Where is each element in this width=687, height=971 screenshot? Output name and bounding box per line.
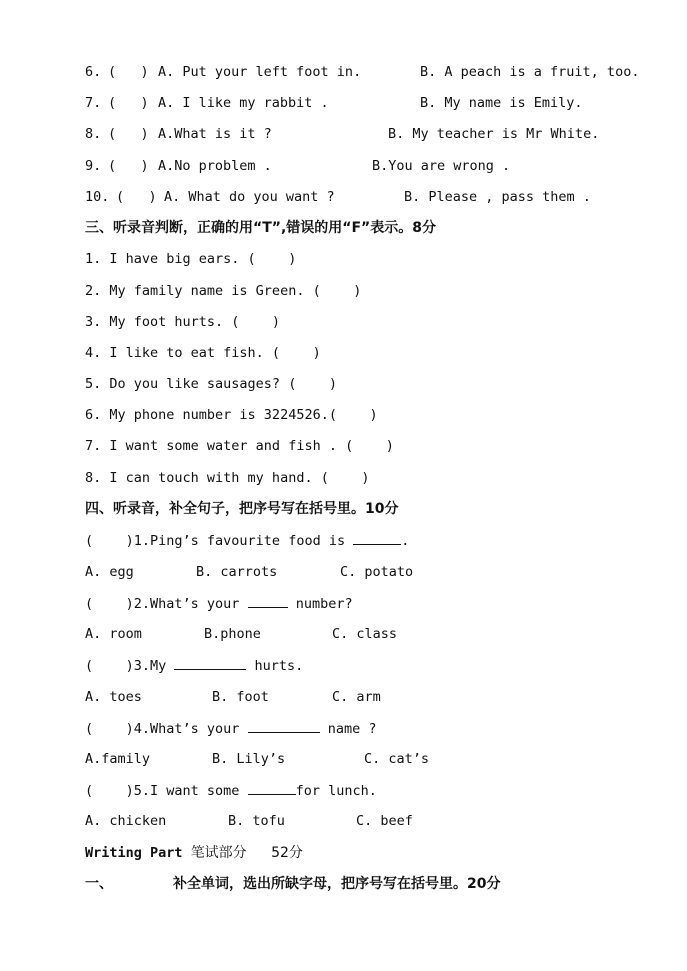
judge-item-8: 8. I can touch with my hand. ( ) bbox=[85, 470, 370, 486]
writing-section-1 bbox=[85, 873, 501, 895]
option-b: B. My teacher is Mr White. bbox=[388, 126, 600, 142]
fill-question-1 bbox=[85, 529, 409, 551]
option-c: C. beef bbox=[356, 813, 413, 829]
fill-question-5 bbox=[85, 779, 377, 801]
fill-options-5 bbox=[85, 810, 413, 832]
answer-paren: ( ) bbox=[108, 95, 149, 111]
fill-question-4 bbox=[85, 717, 376, 739]
option-c: C. cat’s bbox=[364, 751, 430, 767]
question-number: 6. bbox=[85, 64, 102, 80]
question-text: ( )1.Ping’s favourite food is bbox=[85, 533, 354, 549]
option-b: B. Please , pass them . bbox=[404, 189, 591, 205]
fill-options-1 bbox=[85, 561, 414, 583]
choice-row-7 bbox=[85, 92, 583, 114]
option-c: C. potato bbox=[340, 564, 414, 580]
section-4-heading: 四、听录音，补全句子，把序号写在括号里。10分 bbox=[85, 501, 399, 517]
judge-item-4: 4. I like to eat fish. ( ) bbox=[85, 345, 321, 361]
option-b: B. My name is Emily. bbox=[420, 95, 583, 111]
answer-blank[interactable] bbox=[174, 654, 246, 670]
question-number: 9. bbox=[85, 158, 102, 174]
question-number: 10. bbox=[85, 189, 110, 205]
option-a: A. What do you want ? bbox=[164, 189, 335, 205]
writing-part-heading bbox=[85, 842, 303, 864]
judge-item-1: 1. I have big ears. ( ) bbox=[85, 251, 297, 267]
option-a: A. toes bbox=[85, 689, 142, 705]
answer-blank[interactable] bbox=[248, 717, 320, 733]
option-b: B. A peach is a fruit, too. bbox=[420, 64, 640, 80]
writing-score: 52分 bbox=[271, 845, 303, 861]
option-b: B. Lily’s bbox=[212, 751, 286, 767]
fill-options-3 bbox=[85, 686, 381, 708]
judge-item-6: 6. My phone number is 3224526.( ) bbox=[85, 407, 378, 423]
question-text: ( )3.My bbox=[85, 658, 175, 674]
answer-paren: ( ) bbox=[108, 126, 149, 142]
answer-paren: ( ) bbox=[108, 64, 149, 80]
option-a: A.No problem . bbox=[158, 158, 272, 174]
question-text-end: . bbox=[401, 533, 410, 549]
question-text: ( )5.I want some bbox=[85, 783, 248, 799]
section-number: 一、 bbox=[85, 876, 113, 892]
answer-blank[interactable] bbox=[248, 592, 288, 608]
section-instruction: 补全单词，选出所缺字母，把序号写在括号里。20分 bbox=[173, 876, 501, 892]
answer-paren: ( ) bbox=[108, 158, 149, 174]
choice-row-9 bbox=[85, 155, 511, 177]
question-text: ( )2.What’s your bbox=[85, 596, 248, 612]
question-text-end: number? bbox=[287, 596, 353, 612]
option-a: A. I like my rabbit . bbox=[158, 95, 329, 111]
question-text: ( )4.What’s your bbox=[85, 721, 248, 737]
judge-item-3: 3. My foot hurts. ( ) bbox=[85, 314, 281, 330]
option-c: C. class bbox=[332, 626, 398, 642]
writing-title-cn: 笔试部分 bbox=[190, 845, 247, 861]
fill-question-3 bbox=[85, 654, 303, 676]
section-3-heading: 三、听录音判断，正确的用“T”,错误的用“F”表示。8分 bbox=[85, 220, 436, 236]
option-b: B. carrots bbox=[196, 564, 278, 580]
option-c: C. arm bbox=[332, 689, 381, 705]
fill-options-4 bbox=[85, 748, 430, 770]
judge-item-2: 2. My family name is Green. ( ) bbox=[85, 283, 362, 299]
question-number: 8. bbox=[85, 126, 102, 142]
answer-blank[interactable] bbox=[353, 529, 401, 545]
option-b: B.You are wrong . bbox=[372, 158, 511, 174]
question-text-end: for lunch. bbox=[295, 783, 377, 799]
option-a: A. Put your left foot in. bbox=[158, 64, 362, 80]
option-a: A. room bbox=[85, 626, 142, 642]
writing-title-en: Writing Part bbox=[85, 845, 183, 861]
option-b: B. tofu bbox=[228, 813, 285, 829]
option-a: A. egg bbox=[85, 564, 134, 580]
judge-item-7: 7. I want some water and fish . ( ) bbox=[85, 438, 394, 454]
choice-row-6 bbox=[85, 61, 640, 83]
answer-blank[interactable] bbox=[248, 779, 296, 795]
choice-row-10 bbox=[85, 186, 591, 208]
question-number: 7. bbox=[85, 95, 102, 111]
answer-paren: ( ) bbox=[116, 189, 157, 205]
option-a: A.family bbox=[85, 751, 151, 767]
option-b: B.phone bbox=[204, 626, 261, 642]
choice-row-8 bbox=[85, 123, 600, 145]
option-b: B. foot bbox=[212, 689, 269, 705]
question-text-end: name ? bbox=[319, 721, 377, 737]
fill-question-2 bbox=[85, 592, 353, 614]
fill-options-2 bbox=[85, 623, 398, 645]
option-a: A.What is it ? bbox=[158, 126, 272, 142]
question-text-end: hurts. bbox=[246, 658, 304, 674]
judge-item-5: 5. Do you like sausages? ( ) bbox=[85, 376, 337, 392]
option-a: A. chicken bbox=[85, 813, 167, 829]
